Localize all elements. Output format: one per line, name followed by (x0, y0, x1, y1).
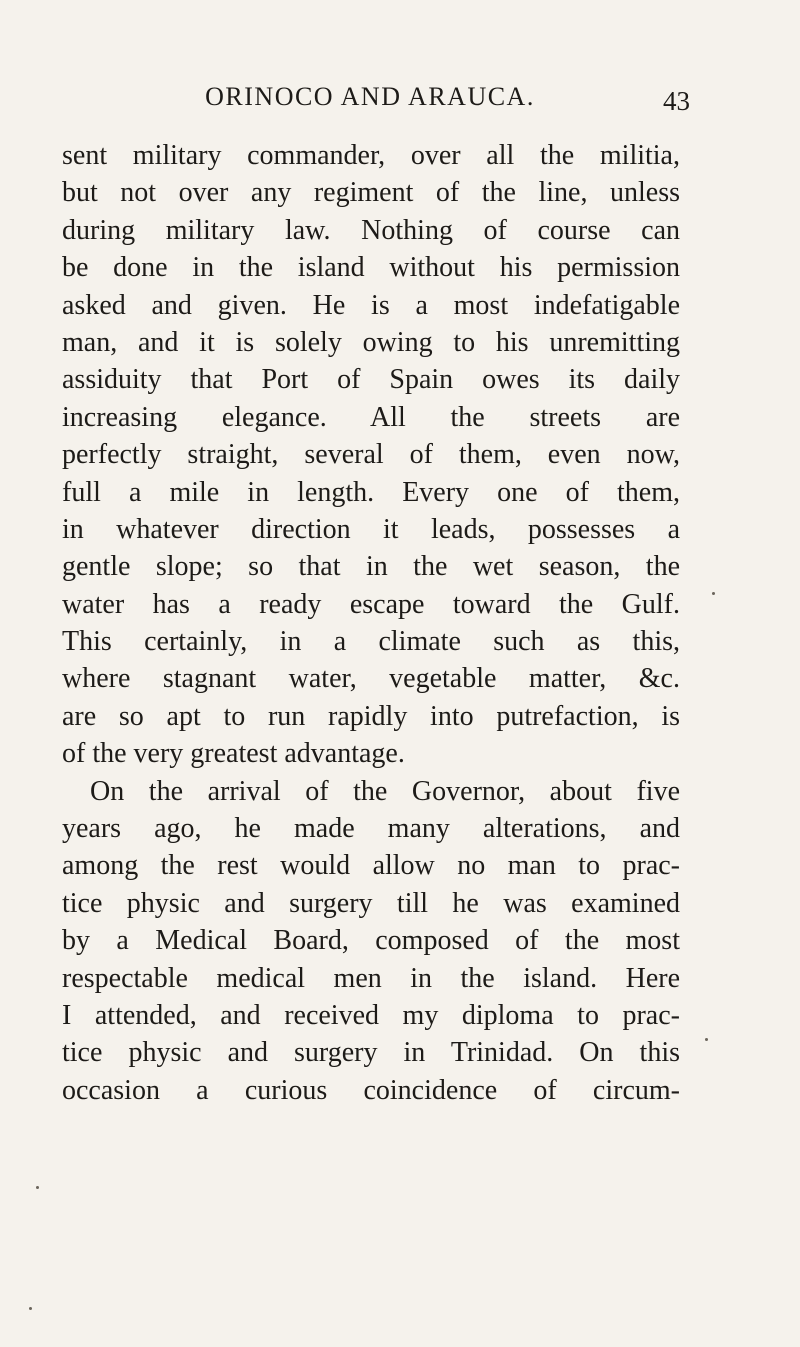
text-line-7: assiduity that Port of Spain owes its daily (62, 364, 680, 396)
text-line-22: by a Medical Board, composed of the most (62, 925, 680, 957)
text-line-26: occasion a curious coincidence of circum- (62, 1074, 680, 1106)
text-line-17: of the very greatest advantage. (62, 738, 405, 770)
text-line-8: increasing elegance. All the streets are (62, 401, 680, 433)
text-line-1: sent military commander, over all the militia, (62, 140, 680, 171)
text-line-24: I attended, and received my diploma to prac- (62, 999, 680, 1031)
print-speck (712, 592, 715, 595)
text-line-15: where stagnant water, vegetable matter, &c. (62, 663, 680, 695)
text-line-10: full a mile in length. Every one of them, (62, 476, 680, 508)
text-line-25: tice physic and surgery in Trinidad. On this (62, 1037, 680, 1069)
running-title: ORINOCO AND ARAUCA. (205, 82, 535, 111)
print-speck (29, 1307, 32, 1310)
text-line-9: perfectly straight, several of them, even now, (62, 439, 680, 471)
text-line-18: On the arrival of the Governor, about five (90, 775, 680, 807)
text-line-2: but not over any regiment of the line, unless (62, 177, 680, 209)
running-head (0, 82, 800, 118)
text-line-13: water has a ready escape toward the Gulf. (62, 588, 680, 620)
text-line-11: in whatever direction it leads, possesses a (62, 513, 680, 545)
body-text (62, 137, 680, 1109)
text-line-4: be done in the island without his permission (62, 252, 680, 284)
print-speck (36, 1186, 39, 1189)
text-line-23: respectable medical men in the island. Here (62, 962, 680, 994)
text-line-20: among the rest would allow no man to prac- (62, 850, 680, 882)
text-line-19: years ago, he made many alterations, and (62, 813, 680, 845)
text-line-16: are so apt to run rapidly into putrefaction, is (62, 700, 680, 732)
text-line-3: during military law. Nothing of course can (62, 214, 680, 246)
text-line-5: asked and given. He is a most indefatigable (62, 289, 680, 321)
text-line-12: gentle slope; so that in the wet season, the (62, 551, 680, 583)
text-line-21: tice physic and surgery till he was examined (62, 887, 680, 919)
print-speck (705, 1038, 708, 1041)
text-line-6: man, and it is solely owing to his unremitting (62, 326, 680, 358)
text-line-14: This certainly, in a climate such as this, (62, 626, 680, 658)
page-number: 43 (663, 86, 690, 116)
